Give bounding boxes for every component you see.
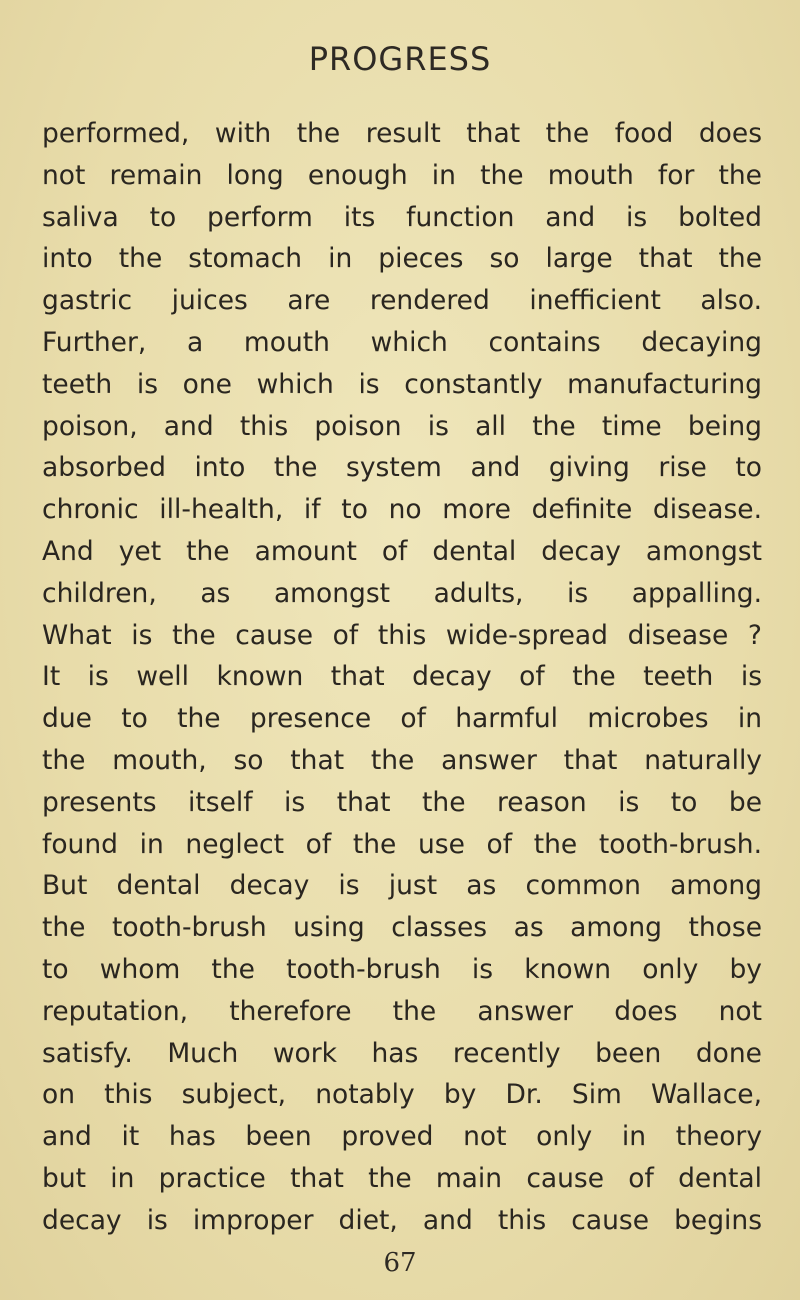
text-line-4: into the stomach in pieces so large that the [42,243,762,275]
text-line-18: found in neglect of the use of the tooth-brush. [42,828,762,860]
running-head: PROGRESS [308,40,492,78]
text-line-25: and it has been proved not only in theory [42,1121,762,1153]
text-line-10: chronic ill-health, if to no more definite disease. [42,494,762,526]
text-line-11: And yet the amount of dental decay amongst [42,535,762,567]
text-line-7: teeth is one which is constantly manufacturing [42,368,762,400]
text-line-14: It is well known that decay of the teeth is [42,661,762,693]
text-line-12: children, as amongst adults, is appalling. [42,577,762,609]
text-line-27: decay is improper diet, and this cause begins [42,1204,762,1236]
text-line-16: the mouth, so that the answer that naturally [42,744,762,776]
text-line-23: satisfy. Much work has recently been done [42,1037,762,1069]
text-line-2: not remain long enough in the mouth for the [42,159,762,191]
text-line-19: But dental decay is just as common among [42,870,762,902]
body-text [42,113,762,1242]
text-line-5: gastric juices are rendered inefficient also. [42,285,762,317]
text-line-17: presents itself is that the reason is to be [42,786,762,818]
text-line-8: poison, and this poison is all the time being [42,410,762,442]
text-line-20: the tooth-brush using classes as among those [42,912,762,944]
text-line-15: due to the presence of harmful microbes in [42,703,762,735]
text-line-26: but in practice that the main cause of dental [42,1162,762,1194]
text-line-13: What is the cause of this wide-spread disease ? [42,619,762,651]
text-line-22: reputation, therefore the answer does not [42,995,762,1027]
text-line-21: to whom the tooth-brush is known only by [42,953,762,985]
text-line-3: saliva to perform its function and is bolted [42,201,762,233]
text-line-6: Further, a mouth which contains decaying [42,326,762,358]
page-number: 67 [383,1248,417,1278]
text-line-1: performed, with the result that the food does [42,118,762,149]
text-line-24: on this subject, notably by Dr. Sim Wallace, [42,1079,762,1111]
text-line-9: absorbed into the system and giving rise to [42,452,762,484]
